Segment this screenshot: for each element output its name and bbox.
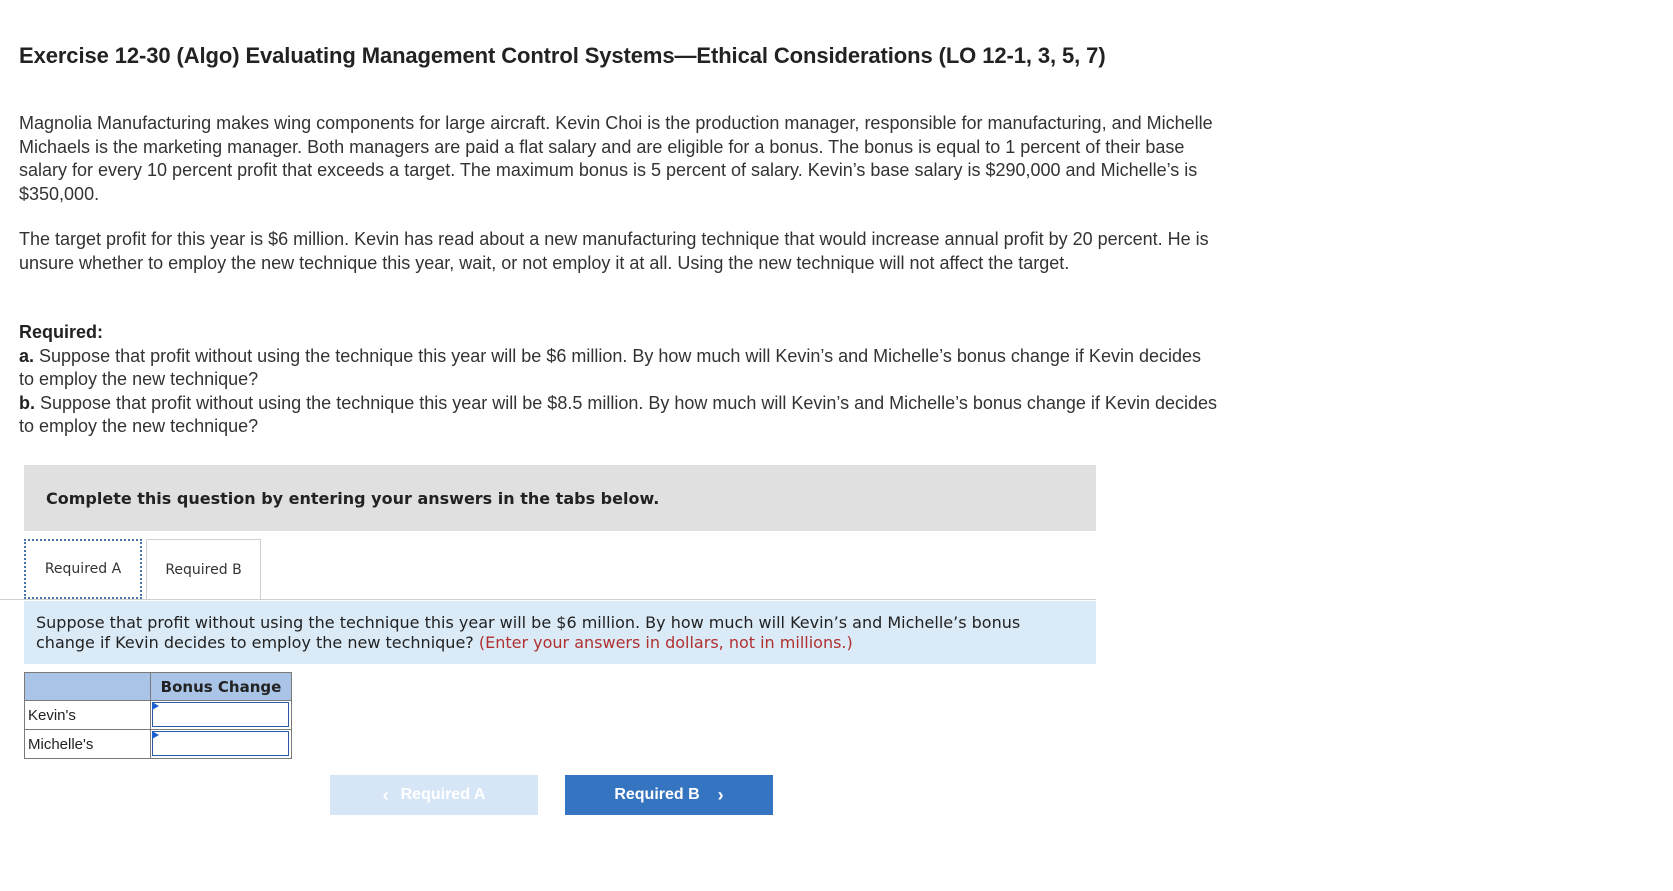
row-label-michelle: Michelle's [25,730,151,759]
question-hint: (Enter your answers in dollars, not in millions.) [478,633,853,652]
required-heading: Required: [19,322,104,342]
required-b [19,392,1219,439]
kevin-bonus-change-input[interactable] [152,702,289,727]
input-cell-kevin [151,701,292,730]
required-section [19,321,1219,439]
required-b-letter: b. [19,392,35,413]
table-row [25,730,292,759]
answer-table [24,672,292,759]
next-button-label: Required B [614,786,700,803]
problem-paragraph-2: The target profit for this year is $6 million. Kevin has read about a new manufacturing technique that would increase annual profit by 20 percent. He is unsure whether to employ the new technique this year, wait, or not employ it at all. Using the new technique will not affect the target. [19,229,1209,273]
required-a-letter: a. [19,345,35,366]
table-header-bonus-change: Bonus Change [151,673,292,701]
michelle-bonus-change-input[interactable] [152,731,289,756]
input-marker-icon [152,731,159,739]
question-text: Suppose that profit without using the technique this year will be $6 million. By how much will Kevin’s and Michelle’s bonus change if Kevin decides to employ the new technique? [36,613,1021,652]
problem-paragraph-1: Magnolia Manufacturing makes wing components for large aircraft. Kevin Choi is the production manager, responsible for manufacturing, and Michelle Michaels is the marketing manager. Both managers are paid a flat salary and are eligible for a bonus. The bonus is equal to 1 percent of their base salary for every 10 percent profit that exceeds a target. The maximum bonus is 5 percent of salary. Kevin’s base salary is $290,000 and Michelle’s is $350,000. [19,113,1213,204]
table-row [25,701,292,730]
tab-required-b[interactable]: Required B [146,539,261,599]
table-header-blank [25,673,151,701]
instructions-banner [24,465,1096,531]
chevron-right-icon: › [717,784,724,805]
tab-required-a[interactable]: Required A [24,539,142,599]
input-cell-michelle [151,730,292,759]
tab-divider [0,599,1096,600]
tab-bar [24,539,1096,599]
input-marker-icon [152,702,159,710]
prev-button-label: Required A [400,786,486,803]
prev-required-a-button[interactable] [330,775,538,815]
instructions-text: Complete this question by entering your answers in the tabs below. [46,489,660,508]
required-a-text: Suppose that profit without using the technique this year will be $6 million. By how much will Kevin’s and Michelle’s bonus change if Kevin decides to employ the new technique? [19,345,1202,389]
exercise-title: Exercise 12-30 (Algo) Evaluating Management Control Systems—Ethical Considerations (LO 12-1, 3, 5, 7) [19,43,1106,68]
required-a [19,345,1219,392]
next-required-b-button[interactable] [565,775,773,815]
chevron-left-icon: ‹ [382,784,389,805]
table-header-row [25,673,292,701]
question-panel [24,601,1096,664]
row-label-kevin: Kevin's [25,701,151,730]
required-b-text: Suppose that profit without using the technique this year will be $8.5 million. By how much will Kevin’s and Michelle’s bonus change if Kevin decides to employ the new technique? [19,392,1217,436]
